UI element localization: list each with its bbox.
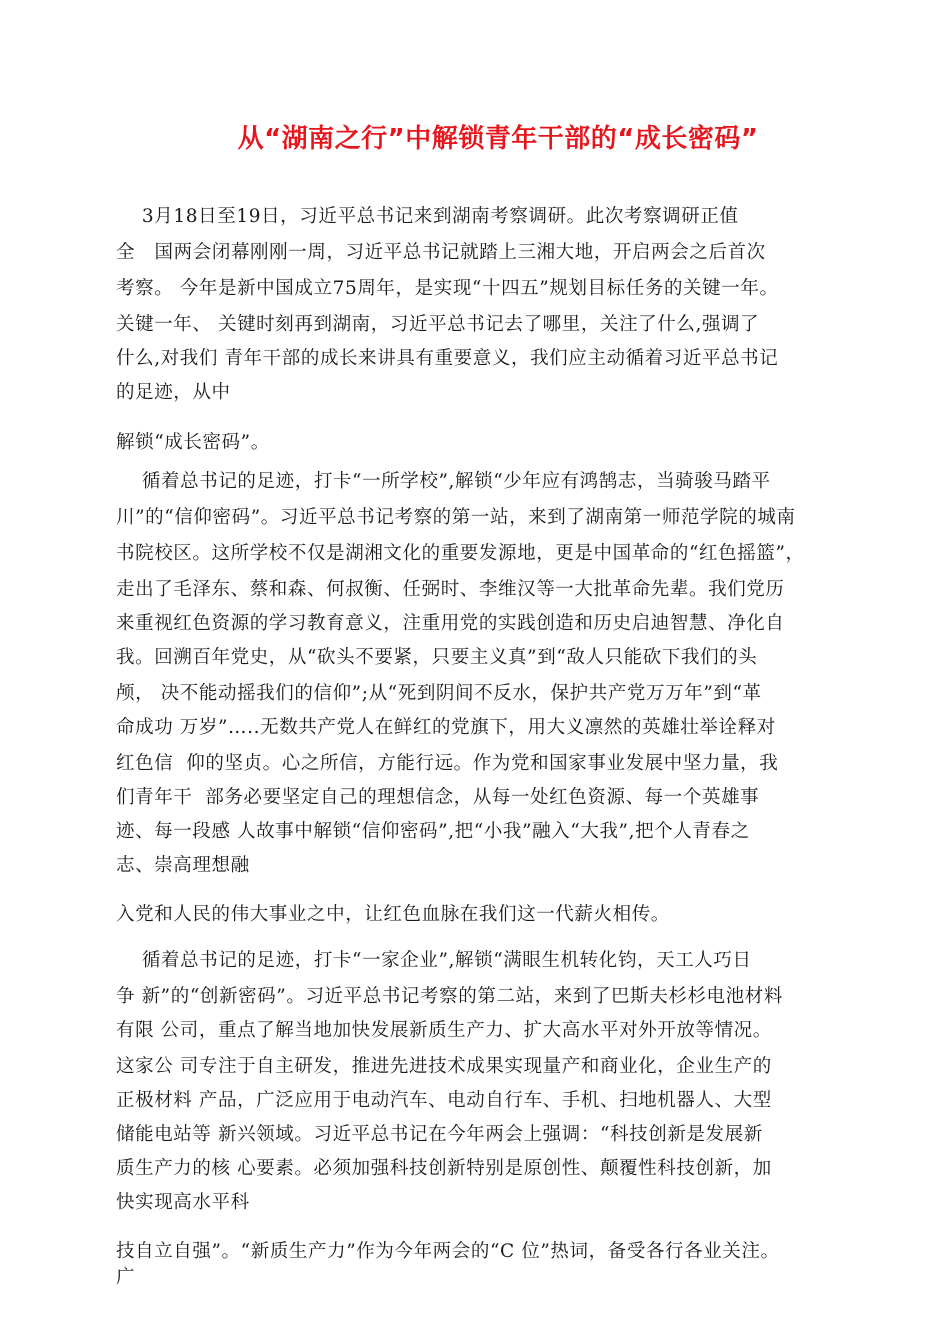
body-line: 来重视红色资源的学习教育意义，注重用党的实践创造和历史启迪智慧、净化自 [116,613,785,634]
body-line: 入党和人民的伟大事业之中，让红色血脉在我们这一代薪火相传。 [116,904,670,925]
body-line: 的足迹，从中 [116,382,231,403]
document-title: 从“湖南之行”中解锁青年干部的“成长密码” [237,124,759,154]
body-line: 我。回溯百年党史，从“砍头不要紧，只要主义真”到“敌人只能砍下我们的头 [116,647,758,668]
body-line: 循着总书记的足迹，打卡“一所学校”,解锁“少年应有鸿鹄志，当骑骏马踏平 [116,471,771,492]
body-line: 命成功 万岁”…..无数共产党人在鲜红的党旗下，用大义凛然的英雄壮举诠释对 [116,717,776,738]
body-line: 这家公 司专注于自主研发，推进先进技术成果实现量产和商业化，企业生产的 [116,1056,772,1077]
body-line: 技自立自强”。“新质生产力”作为今年两会的“C 位”热词，备受各行各业关注。 [116,1241,780,1262]
body-line: 争 新”的“创新密码”。习近平总书记考察的第二站，来到了巴斯夫杉杉电池材料 [116,986,783,1007]
body-line: 循着总书记的足迹，打卡“一家企业”,解锁“满眼生机转化钧，天工人巧日 [116,950,752,971]
body-line: 有限 公司，重点了解当地加快发展新质生产力、扩大高水平对外开放等情况。 [116,1020,772,1041]
body-line: 川”的“信仰密码”。习近平总书记考察的第一站，来到了湖南第一师范学院的城南 [116,507,796,528]
body-line: 志、崇高理想融 [116,855,250,876]
body-line: 什么,对我们 青年干部的成长来讲具有重要意义，我们应主动循着习近平总书记 [116,348,779,369]
body-line: 解锁“成长密码”。 [116,432,270,453]
body-line: 关键一年、 关键时刻再到湖南，习近平总书记去了哪里，关注了什么,强调了 [116,314,760,335]
body-line: 广 [116,1267,136,1288]
body-line: 红色信 仰的坚贞。心之所信，方能行远。作为党和国家事业发展中坚力量，我 [116,753,779,774]
body-line: 正极材料 产品，广泛应用于电动汽车、电动自行车、手机、扫地机器人、大型 [116,1090,772,1111]
body-line: 们青年干 部务必要坚定自己的理想信念，从每一处红色资源、每一个英雄事 [116,787,760,808]
body-line: 迹、每一段感 人故事中解锁“信仰密码”,把“小我”融入“大我”,把个人青春之 [116,821,750,842]
body-line: 书院校区。这所学校不仅是湖湘文化的重要发源地，更是中国革命的“红色摇篮”， [116,543,805,564]
body-line: 3月18日至19日，习近平总书记来到湖南考察调研。此次考察调研正值 [116,206,739,227]
body-line: 储能电站等 新兴领域。习近平总书记在今年两会上强调：“科技创新是发展新 [116,1124,763,1145]
body-line: 走出了毛泽东、蔡和森、何叔衡、任弼时、李维汉等一大批革命先辈。我们党历 [116,579,785,600]
body-line: 快实现高水平科 [116,1192,250,1213]
body-line: 考察。 今年是新中国成立75周年，是实现“十四五”规划目标任务的关键一年。 [116,278,779,299]
body-line: 颅， 决不能动摇我们的信仰”;从“死到阴间不反水，保护共产党万万年”到“革 [116,683,762,704]
body-line: 质生产力的核 心要素。必须加强科技创新特别是原创性、颠覆性科技创新，加 [116,1158,772,1179]
body-line: 全 国两会闭幕刚刚一周，习近平总书记就踏上三湘大地，开启两会之后首次 [116,242,766,263]
